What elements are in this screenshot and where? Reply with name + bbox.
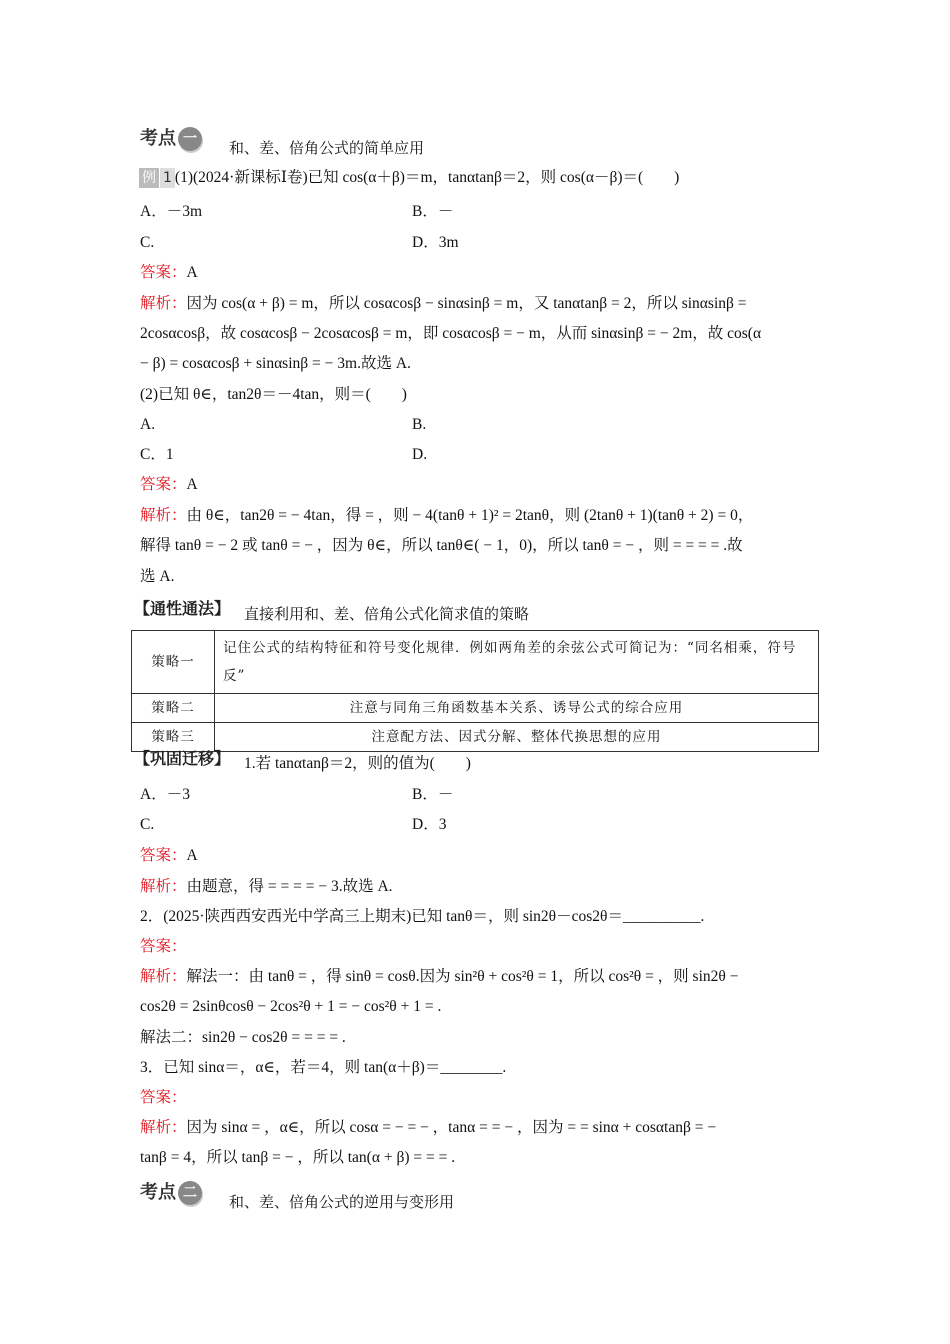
example-tag: 例 [139,168,159,188]
analysis-line: − β) = cosαcosβ + sinαsinβ = − 3m.故选 A. [140,355,411,372]
strategy-text: 注意配方法、因式分解、整体代换思想的应用 [215,723,819,752]
option-c: C. [140,816,155,833]
analysis-text: 解法一：由 tanθ = ，得 sinθ = cosθ.因为 sin²θ + cos²θ = 1，所以 cos²θ = ，则 sin2θ − [186,968,739,985]
analysis-text: 由 θ∈，tan2θ = − 4tan，得 = ，则 − 4(tanθ + 1)² = 2tanθ，则 (2tanθ + 1)(tanθ + 2) = 0， [186,507,754,524]
answer [140,475,198,495]
practice-heading: 【巩固迁移】 [134,749,231,768]
section-2-heading [140,1178,202,1205]
analysis-label: 解析： [140,968,187,985]
option-a: A．－3 [140,786,190,803]
analysis-line: 解法二：sin2θ − cos2θ = = = = . [140,1029,346,1046]
option-c: C. [140,234,155,251]
question-text: (1)(2024·新课标Ⅰ卷)已知 cos(α＋β)＝m，tanαtanβ＝2，则 cos(α－β)＝( ) [174,169,680,186]
answer-value: A [186,264,198,281]
strategy-name: 策略一 [132,631,215,694]
analysis-label: 解析： [140,507,187,524]
option-b: B．－ [412,203,454,220]
option-b: B．－ [412,786,454,803]
practice-question-1: 1.若 tanαtanβ＝2，则的值为( ) [244,755,471,772]
table-row [132,631,819,694]
section-1-title: 和、差、倍角公式的简单应用 [229,139,425,157]
section-1-heading [140,124,202,151]
answer [140,263,198,283]
method-title: 直接利用和、差、倍角公式化简求值的策略 [244,605,530,623]
strategy-text: 注意与同角三角函数基本关系、诱导公式的综合应用 [215,694,819,723]
answer-label: 答案： [140,847,187,864]
section-number-badge: 二 [178,1181,202,1205]
analysis-line [140,877,393,897]
analysis-line [140,967,738,987]
analysis-line [140,506,753,526]
section-label: 考点 [140,128,176,149]
answer-label: 答案： [140,938,187,955]
practice-question-2: 2．(2025·陕西西安西光中学高三上期末)已知 tanθ＝，则 sin2θ－cos2θ＝__________. [140,908,705,925]
answer-label: 答案： [140,264,187,281]
example-1-question [139,168,679,188]
option-b: B. [412,416,427,433]
table-row [132,723,819,752]
answer [140,846,198,866]
example-1-question-2: (2)已知 θ∈，tan2θ＝－4tan，则＝( ) [140,386,407,403]
analysis-label: 解析： [140,878,187,895]
analysis-line: 选 A. [140,568,175,585]
answer-label: 答案： [140,476,187,493]
strategy-text: 记住公式的结构特征和符号变化规律．例如两角差的余弦公式可简记为：“同名相乘，符号反” [215,631,819,694]
section-2-title: 和、差、倍角公式的逆用与变形用 [229,1193,455,1211]
option-a: A．－3m [140,203,203,220]
analysis-line: 2cosαcosβ，故 cosαcosβ − 2cosαcosβ = m，即 cosαcosβ = − m，从而 sinαsinβ = − 2m，故 cos(α [140,325,762,342]
answer-label: 答案： [140,1089,187,1106]
option-c: C．1 [140,446,174,463]
section-label: 考点 [140,1182,176,1203]
strategy-name: 策略三 [132,723,215,752]
option-d: D. [412,446,428,463]
answer-value: A [186,847,198,864]
analysis-line: 解得 tanθ = − 2 或 tanθ = − ，因为 θ∈，所以 tanθ∈( − 1，0)，所以 tanθ = − ，则 = = = = .故 [140,537,743,554]
analysis-text: 由题意，得 = = = = − 3.故选 A. [186,878,393,895]
option-d: D．3 [412,816,447,833]
table-row [132,694,819,723]
section-number-badge: 一 [178,127,202,151]
answer-value: A [186,476,198,493]
analysis-label: 解析： [140,1119,187,1136]
example-number: 1 [160,168,175,188]
analysis-line [140,1118,716,1138]
analysis-line [140,294,747,314]
analysis-text: 因为 cos(α + β) = m，所以 cosαcosβ − sinαsinβ = m，又 tanαtanβ = 2，所以 sinαsinβ = [186,295,747,312]
analysis-text: 因为 sinα = ，α∈，所以 cosα = − = − ，tanα = = − ，因为 = = sinα + cosαtanβ = − [186,1119,717,1136]
method-heading: 【通性通法】 [134,599,231,618]
analysis-line: tanβ = 4，所以 tanβ = − ，所以 tan(α + β) = = = . [140,1149,456,1166]
analysis-label: 解析： [140,295,187,312]
option-a: A. [140,416,156,433]
practice-question-3: 3．已知 sinα＝，α∈，若＝4，则 tan(α＋β)＝________. [140,1059,507,1076]
strategy-table [131,630,819,752]
analysis-line: cos2θ = 2sinθcosθ − 2cos²θ + 1 = − cos²θ + 1 = . [140,998,442,1015]
option-d: D．3m [412,234,459,251]
strategy-name: 策略二 [132,694,215,723]
